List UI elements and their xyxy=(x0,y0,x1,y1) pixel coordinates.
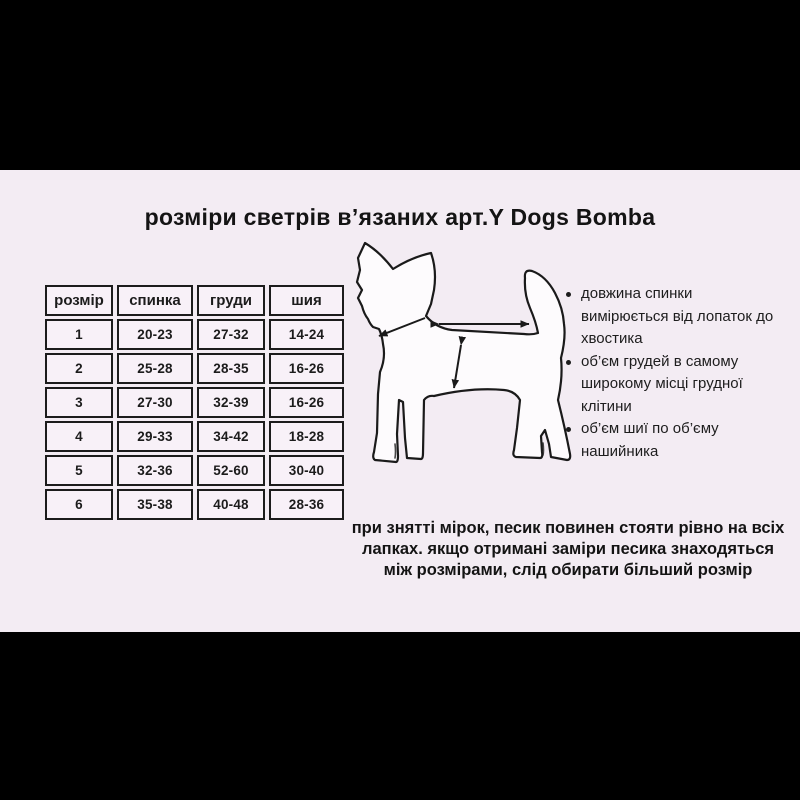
table-header-cell: груди xyxy=(197,285,265,316)
bottom-letterbox xyxy=(0,632,800,800)
table-cell-neck: 18-28 xyxy=(269,421,344,452)
table-cell-back: 25-28 xyxy=(117,353,193,384)
bullet-icon xyxy=(566,360,571,365)
measurement-note-chest xyxy=(566,351,773,419)
table-cell-chest: 52-60 xyxy=(197,455,265,486)
measuring-instructions: при знятті мірок, песик повинен стояти рівно на всіх лапках. якщо отримані заміри песика знаходяться між розмірами, слід обирати більший розмір xyxy=(351,519,785,579)
dog-outline xyxy=(357,243,570,462)
bullet-icon xyxy=(566,292,571,297)
table-cell-back: 32-36 xyxy=(117,455,193,486)
infographic-canvas xyxy=(0,170,800,632)
table-cell-neck: 14-24 xyxy=(269,319,344,350)
measurement-note-back xyxy=(566,283,773,351)
table-cell-chest: 28-35 xyxy=(197,353,265,384)
table-cell-chest: 34-42 xyxy=(197,421,265,452)
table-cell-neck: 16-26 xyxy=(269,387,344,418)
table-header-cell: розмір xyxy=(45,285,113,316)
table-cell-chest: 32-39 xyxy=(197,387,265,418)
table-cell-size: 4 xyxy=(45,421,113,452)
note-text: довжина спинки вимірюється від лопаток до хвостика xyxy=(581,285,774,347)
table-cell-neck: 30-40 xyxy=(269,455,344,486)
table-header-cell: спинка xyxy=(117,285,193,316)
table-cell-chest: 27-32 xyxy=(197,319,265,350)
table-header-cell: шия xyxy=(269,285,344,316)
bullet-icon xyxy=(566,427,571,432)
table-cell-neck: 16-26 xyxy=(269,353,344,384)
table-cell-size: 6 xyxy=(45,489,113,520)
page-title: розміри светрів в’язаних арт.Y Dogs Bomba xyxy=(144,204,656,230)
table-cell-back: 20-23 xyxy=(117,319,193,350)
measurement-note-neck xyxy=(566,418,773,463)
table-cell-size: 2 xyxy=(45,353,113,384)
table-cell-chest: 40-48 xyxy=(197,489,265,520)
note-text: об’єм грудей в самому широкому місці грудної клітини xyxy=(581,352,743,415)
table-cell-size: 3 xyxy=(45,387,113,418)
table-cell-neck: 28-36 xyxy=(269,489,344,520)
top-letterbox xyxy=(0,0,800,170)
dog-outline-illustration xyxy=(352,238,582,478)
size-table xyxy=(45,285,344,520)
table-cell-back: 29-33 xyxy=(117,421,193,452)
table-cell-size: 5 xyxy=(45,455,113,486)
note-text: об’єм шиї по об’єму нашийника xyxy=(581,420,719,460)
table-cell-back: 27-30 xyxy=(117,387,193,418)
table-cell-size: 1 xyxy=(45,319,113,350)
table-cell-back: 35-38 xyxy=(117,489,193,520)
measurement-notes-list xyxy=(566,283,773,463)
